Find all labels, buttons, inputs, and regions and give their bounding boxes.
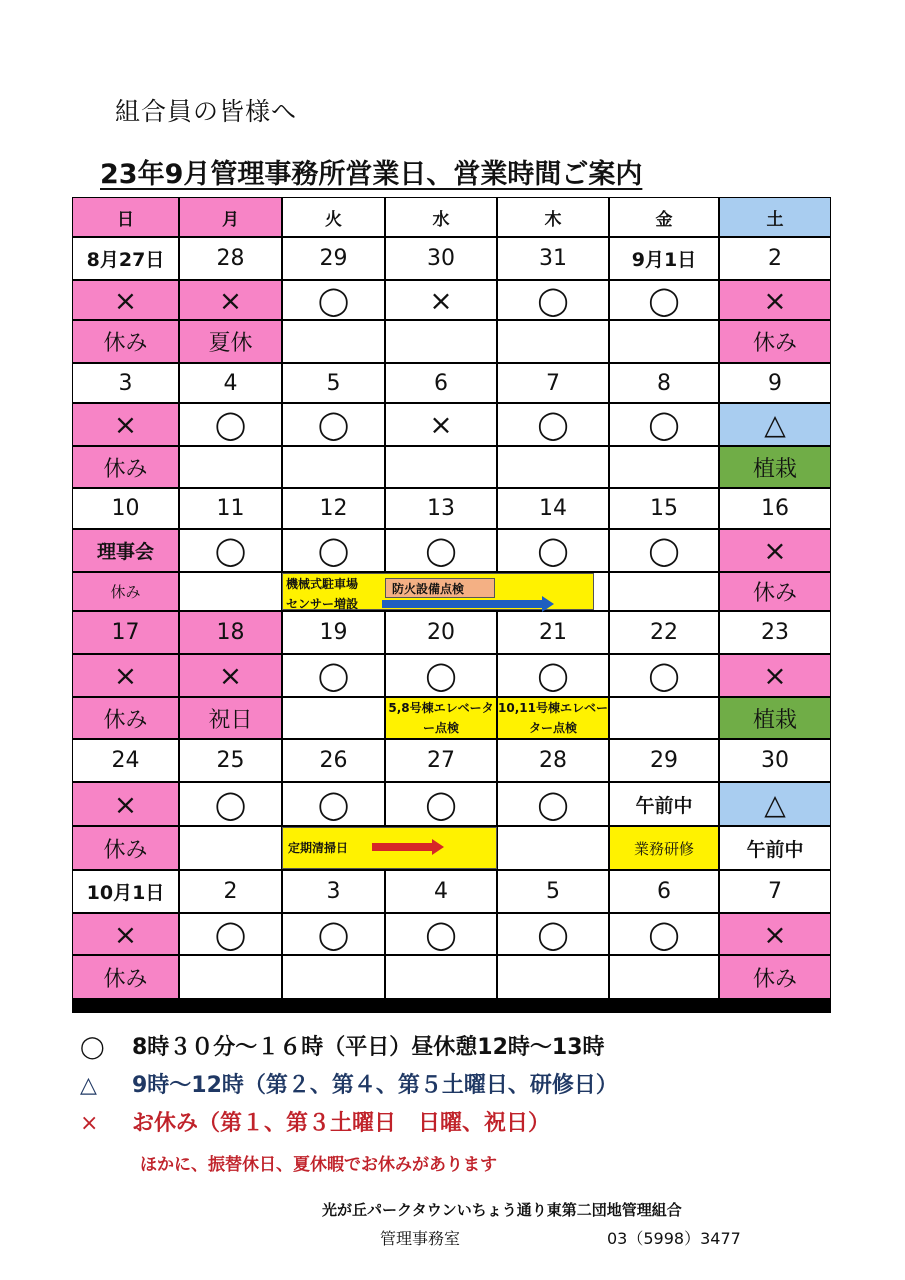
calendar-date-cell: 17 — [72, 611, 179, 654]
calendar-status-cell: × — [72, 782, 179, 826]
calendar-note-cell — [179, 446, 282, 488]
calendar-date-cell: 7 — [719, 870, 831, 913]
calendar-status-cell: ◯ — [282, 403, 385, 446]
calendar-note-cell: 植栽 — [719, 446, 831, 488]
calendar-note-cell: 休み — [719, 572, 831, 611]
triangle-symbol: △ — [80, 1073, 97, 1098]
calendar-note-cell: 夏休 — [179, 320, 282, 363]
calendar-status-cell: △ — [719, 403, 831, 446]
calendar-status-cell: ◯ — [282, 529, 385, 572]
circle-symbol: ◯ — [80, 1035, 105, 1060]
calendar-status-cell: ◯ — [385, 913, 497, 955]
calendar-note-cell — [179, 826, 282, 870]
legend-item-closed — [80, 1106, 550, 1137]
calendar-status-cell: ◯ — [609, 654, 719, 697]
calendar-status-cell: ◯ — [179, 913, 282, 955]
calendar-note-cell — [282, 697, 385, 739]
calendar-date-cell: 8月27日 — [72, 237, 179, 280]
weekday-header: 木 — [497, 197, 609, 237]
calendar-status-cell: ◯ — [497, 403, 609, 446]
calendar-note-cell: 休み — [719, 320, 831, 363]
calendar-date-cell: 25 — [179, 739, 282, 782]
calendar-status-cell: ◯ — [282, 782, 385, 826]
calendar-status-cell: ◯ — [609, 403, 719, 446]
calendar-date-cell: 24 — [72, 739, 179, 782]
calendar-date-cell: 10月1日 — [72, 870, 179, 913]
calendar-status-cell: ◯ — [385, 654, 497, 697]
calendar-date-cell: 11 — [179, 488, 282, 529]
calendar-date-cell: 5 — [282, 363, 385, 403]
calendar-date-cell: 27 — [385, 739, 497, 782]
calendar-status-cell: × — [72, 280, 179, 320]
calendar-note-cell — [497, 955, 609, 999]
calendar-status-cell: ◯ — [497, 913, 609, 955]
calendar-status-cell: ◯ — [497, 280, 609, 320]
calendar-note-cell — [609, 955, 719, 999]
calendar-note-cell: 休み — [72, 572, 179, 611]
arrow-right-icon — [372, 839, 444, 855]
calendar-status-cell: △ — [719, 782, 831, 826]
calendar-status-cell: ◯ — [497, 529, 609, 572]
calendar-note-cell: 祝日 — [179, 697, 282, 739]
calendar-note-cell: 午前中 — [719, 826, 831, 870]
legend-text-morning: 9時～12時（第２、第４、第５土曜日、研修日） — [132, 1073, 618, 1098]
calendar-date-cell: 4 — [179, 363, 282, 403]
weekday-header: 金 — [609, 197, 719, 237]
calendar-date-cell: 12 — [282, 488, 385, 529]
calendar-status-cell: × — [179, 280, 282, 320]
calendar-status-cell: × — [72, 403, 179, 446]
calendar-date-cell: 9月1日 — [609, 237, 719, 280]
weekday-header: 土 — [719, 197, 831, 237]
calendar-status-cell: ◯ — [282, 280, 385, 320]
weekday-header: 水 — [385, 197, 497, 237]
arrow-right-icon — [382, 596, 554, 612]
calendar-note-cell — [385, 446, 497, 488]
calendar-note-cell — [609, 446, 719, 488]
calendar-status-cell: × — [719, 529, 831, 572]
calendar-date-cell: 23 — [719, 611, 831, 654]
legend-item-morning — [80, 1068, 618, 1099]
calendar-status-cell: ◯ — [179, 529, 282, 572]
calendar-date-cell: 16 — [719, 488, 831, 529]
calendar-date-cell: 3 — [72, 363, 179, 403]
calendar-note-cell: 休み — [72, 697, 179, 739]
calendar-note-cell: 休み — [72, 446, 179, 488]
calendar-date-cell: 8 — [609, 363, 719, 403]
calendar-date-cell: 5 — [497, 870, 609, 913]
calendar-date-cell: 15 — [609, 488, 719, 529]
calendar-note-cell — [609, 320, 719, 363]
calendar-note-cell — [179, 572, 282, 611]
calendar-note-cell — [282, 320, 385, 363]
calendar-date-cell: 28 — [179, 237, 282, 280]
calendar-note-cell: 10,11号棟エレベーター点検 — [497, 697, 609, 739]
calendar-note-cell — [609, 572, 719, 611]
event-label-fire: 防火設備点検 — [392, 582, 465, 596]
calendar-status-cell: × — [719, 280, 831, 320]
calendar-date-cell: 3 — [282, 870, 385, 913]
calendar-date-cell: 20 — [385, 611, 497, 654]
weekday-header: 火 — [282, 197, 385, 237]
calendar-date-cell: 29 — [609, 739, 719, 782]
calendar-date-cell: 22 — [609, 611, 719, 654]
calendar-date-cell: 10 — [72, 488, 179, 529]
calendar-note-cell — [497, 446, 609, 488]
calendar-status-cell: × — [385, 280, 497, 320]
calendar-date-cell: 6 — [385, 363, 497, 403]
calendar-note-cell: 休み — [72, 320, 179, 363]
calendar-table — [72, 197, 831, 1013]
office-name: 管理事務室 — [380, 1229, 461, 1248]
page-title: 23年9月管理事務所営業日、営業時間ご案内 — [100, 159, 643, 190]
calendar-note-cell — [179, 955, 282, 999]
calendar-status-cell: × — [719, 913, 831, 955]
cross-symbol: × — [80, 1111, 99, 1136]
calendar-date-cell: 4 — [385, 870, 497, 913]
calendar-status-cell: × — [179, 654, 282, 697]
calendar-status-cell: ◯ — [609, 913, 719, 955]
calendar-date-cell: 18 — [179, 611, 282, 654]
calendar-status-cell: × — [72, 654, 179, 697]
calendar-status-cell: ◯ — [385, 529, 497, 572]
calendar-date-cell: 30 — [719, 739, 831, 782]
calendar-note-cell — [385, 955, 497, 999]
event-label-parking: 機械式駐車場 — [286, 577, 359, 591]
event-label-parking-2: センサー増設 — [286, 597, 359, 611]
calendar-status-cell: ◯ — [179, 403, 282, 446]
calendar-note-cell — [385, 320, 497, 363]
calendar-note-cell — [497, 320, 609, 363]
calendar-status-cell: 理事会 — [72, 529, 179, 572]
legend-item-open — [80, 1030, 605, 1061]
calendar-note-cell: 5,8号棟エレベーター点検 — [385, 697, 497, 739]
calendar-date-cell: 2 — [179, 870, 282, 913]
weekday-header: 日 — [72, 197, 179, 237]
greeting: 組合員の皆様へ — [115, 97, 298, 126]
calendar-note-cell — [497, 826, 609, 870]
calendar-date-cell: 30 — [385, 237, 497, 280]
calendar-status-cell: × — [719, 654, 831, 697]
calendar-date-cell: 2 — [719, 237, 831, 280]
calendar-date-cell: 26 — [282, 739, 385, 782]
calendar-date-cell: 29 — [282, 237, 385, 280]
calendar-note-cell — [609, 697, 719, 739]
calendar-note-cell: 休み — [72, 955, 179, 999]
calendar-status-cell: ◯ — [179, 782, 282, 826]
event-label-cleaning: 定期清掃日 — [288, 841, 349, 855]
calendar-status-cell: ◯ — [385, 782, 497, 826]
calendar-note-cell — [282, 955, 385, 999]
calendar-note-cell: 休み — [719, 955, 831, 999]
legend-text-closed: お休み（第１、第３土曜日 日曜、祝日） — [132, 1111, 551, 1136]
calendar-status-cell: 午前中 — [609, 782, 719, 826]
calendar-date-cell: 13 — [385, 488, 497, 529]
weekday-header: 月 — [179, 197, 282, 237]
holiday-note: ほかに、振替休日、夏休暇でお休みがあります — [140, 1155, 497, 1175]
calendar-status-cell: × — [72, 913, 179, 955]
calendar-date-cell: 9 — [719, 363, 831, 403]
calendar-note-cell: 休み — [72, 826, 179, 870]
legend-text-open: 8時３０分～１６時（平日）昼休憩12時～13時 — [132, 1035, 605, 1060]
calendar-note-cell: 業務研修 — [609, 826, 719, 870]
calendar-status-cell: ◯ — [609, 529, 719, 572]
calendar-note-cell: 植栽 — [719, 697, 831, 739]
calendar-date-cell: 21 — [497, 611, 609, 654]
calendar-date-cell: 7 — [497, 363, 609, 403]
organization-name: 光が丘パークタウンいちょう通り東第二団地管理組合 — [322, 1201, 682, 1219]
calendar-status-cell: ◯ — [282, 654, 385, 697]
calendar-status-cell: ◯ — [609, 280, 719, 320]
calendar-date-cell: 19 — [282, 611, 385, 654]
phone-number: 03（5998）3477 — [607, 1229, 741, 1248]
calendar-date-cell: 14 — [497, 488, 609, 529]
calendar-status-cell: × — [385, 403, 497, 446]
calendar-date-cell: 28 — [497, 739, 609, 782]
calendar-note-cell — [282, 446, 385, 488]
calendar-date-cell: 6 — [609, 870, 719, 913]
calendar-status-cell: ◯ — [497, 654, 609, 697]
calendar-status-cell: ◯ — [497, 782, 609, 826]
calendar-date-cell: 31 — [497, 237, 609, 280]
calendar-status-cell: ◯ — [282, 913, 385, 955]
